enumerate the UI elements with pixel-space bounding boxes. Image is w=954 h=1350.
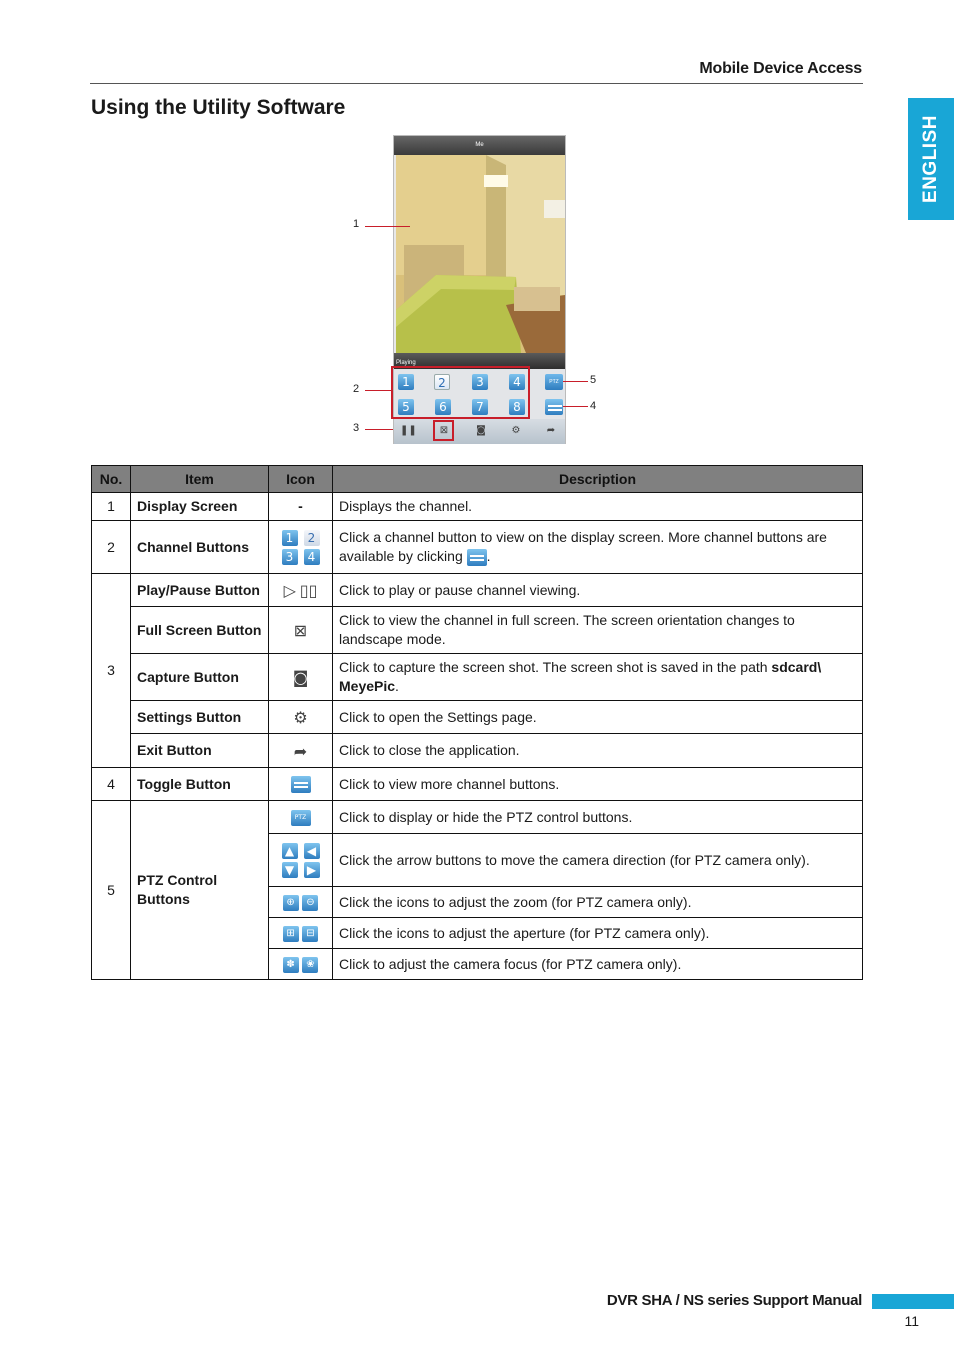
page-heading: Using the Utility Software <box>91 96 346 119</box>
aperture-close-icon: ⊟ <box>302 926 318 942</box>
row-icon: - <box>269 493 333 521</box>
table-row <box>92 493 863 521</box>
channel-button-4[interactable]: 4 <box>509 374 525 390</box>
callout-line-5 <box>563 381 588 382</box>
display-screen <box>396 155 565 353</box>
items-table <box>91 465 863 980</box>
callout-5: 5 <box>590 374 597 386</box>
row-item: Exit Button <box>131 734 269 768</box>
row-desc: Click the arrow buttons to move the camera direction (for PTZ camera only). <box>333 834 863 887</box>
row-icon <box>269 701 333 734</box>
row-no: 1 <box>92 493 131 521</box>
channel-button-6[interactable]: 6 <box>435 399 451 415</box>
camera-icon: ◙ <box>292 667 309 687</box>
pause-icon: ▯▯ <box>299 580 318 600</box>
row-desc: Click to adjust the camera focus (for PTZ camera only). <box>333 949 863 980</box>
channel-button-5[interactable]: 5 <box>398 399 414 415</box>
col-description: Description <box>333 466 863 493</box>
row-icon <box>269 801 333 834</box>
row-icon <box>269 654 333 701</box>
row-no: 5 <box>92 801 131 980</box>
row-desc: Click to open the Settings page. <box>333 701 863 734</box>
toggle-icon <box>467 549 487 566</box>
language-label: ENGLISH <box>920 115 941 203</box>
table-row <box>92 574 863 607</box>
channel-button-3[interactable]: 3 <box>472 374 488 390</box>
fullscreen-icon: ⊠ <box>293 620 308 640</box>
language-tab <box>908 98 954 220</box>
col-item: Item <box>131 466 269 493</box>
zoom-icons <box>269 887 333 918</box>
arrow-right-icon: ▶ <box>304 862 320 878</box>
toolbar-highlight-box <box>433 420 454 441</box>
channel-icon-2: 2 <box>304 530 320 546</box>
zoom-out-icon: ⊖ <box>302 895 318 911</box>
channel-highlight-box <box>391 366 530 419</box>
arrow-icons <box>269 834 333 887</box>
row-desc: Click the icons to adjust the aperture (for PTZ camera only). <box>333 918 863 949</box>
play-icon: ▷ <box>283 580 296 600</box>
room-image <box>396 155 565 353</box>
callout-2: 2 <box>353 383 360 395</box>
ptz-button[interactable]: PTZ <box>545 374 563 390</box>
footer-manual-title: DVR SHA / NS series Support Manual <box>606 1292 862 1309</box>
arrow-down-icon: ▼ <box>282 862 298 878</box>
col-icon: Icon <box>269 466 333 493</box>
row-icon <box>269 607 333 654</box>
toggle-button[interactable] <box>545 399 563 415</box>
arrow-left-icon: ◀ <box>304 843 320 859</box>
table-row <box>92 701 863 734</box>
row-item: PTZ Control Buttons <box>131 801 269 980</box>
row-desc: Click to display or hide the PTZ control buttons. <box>333 801 863 834</box>
footer-accent-bar <box>872 1294 954 1309</box>
play-pause-icons <box>269 574 333 607</box>
fullscreen-icon[interactable]: ⊠ <box>439 425 449 436</box>
settings-icon: ⚙ <box>293 707 308 727</box>
row-icon <box>269 768 333 801</box>
row-desc: Click to play or pause channel viewing. <box>333 574 863 607</box>
app-titlebar: Me <box>394 136 565 155</box>
toggle-icon <box>291 776 311 793</box>
channel-button-1[interactable]: 1 <box>398 374 414 390</box>
focus-far-icon: ❀ <box>302 957 318 973</box>
row-no: 2 <box>92 521 131 574</box>
pause-icon[interactable]: ❚❚ <box>400 425 417 436</box>
page-number: 11 <box>904 1313 919 1329</box>
callout-1: 1 <box>353 218 360 230</box>
table-row <box>92 521 863 574</box>
row-item: Settings Button <box>131 701 269 734</box>
channel-button-8[interactable]: 8 <box>509 399 525 415</box>
zoom-in-icon: ⊕ <box>283 895 299 911</box>
row-desc: Click a channel button to view on the display screen. More channel buttons are available by clicking . <box>333 521 863 574</box>
channel-icon-4: 4 <box>304 549 320 565</box>
table-row <box>92 734 863 768</box>
row-item: Full Screen Button <box>131 607 269 654</box>
row-item: Channel Buttons <box>131 521 269 574</box>
row-desc: Click to close the application. <box>333 734 863 768</box>
table-row <box>92 768 863 801</box>
row-no: 3 <box>92 574 131 768</box>
row-desc: Click the icons to adjust the zoom (for PTZ camera only). <box>333 887 863 918</box>
row-no: 4 <box>92 768 131 801</box>
camera-icon[interactable]: ◙ <box>476 425 486 436</box>
row-item: Play/Pause Button <box>131 574 269 607</box>
bottom-toolbar <box>394 419 565 444</box>
settings-icon[interactable]: ⚙ <box>511 425 521 436</box>
callout-line-1 <box>365 226 410 227</box>
table-header-row <box>92 466 863 493</box>
exit-icon: ➦ <box>293 741 308 761</box>
row-item: Capture Button <box>131 654 269 701</box>
status-bar: Playing <box>394 353 565 369</box>
channel-icon-3: 3 <box>282 549 298 565</box>
ptz-icon: PTZ <box>291 810 311 826</box>
callout-line-4 <box>563 406 588 407</box>
channel-icon-1: 1 <box>282 530 298 546</box>
row-icon <box>269 734 333 768</box>
row-item: Display Screen <box>131 493 269 521</box>
row-desc: Click to view more channel buttons. <box>333 768 863 801</box>
callout-line-3 <box>365 429 393 430</box>
aperture-icons <box>269 918 333 949</box>
table-row <box>92 801 863 834</box>
col-no: No. <box>92 466 131 493</box>
row-item: Toggle Button <box>131 768 269 801</box>
focus-icons <box>269 949 333 980</box>
channel-button-7[interactable]: 7 <box>472 399 488 415</box>
channel-button-2[interactable]: 2 <box>434 374 450 390</box>
exit-icon[interactable]: ➦ <box>546 425 556 436</box>
row-desc: Displays the channel. <box>333 493 863 521</box>
section-title: Mobile Device Access <box>699 60 862 77</box>
header-rule <box>90 83 863 84</box>
callout-4: 4 <box>590 400 597 412</box>
callout-line-2 <box>365 390 392 391</box>
callout-3: 3 <box>353 422 360 434</box>
row-desc: Click to view the channel in full screen. The screen orientation changes to landscape mode. <box>333 607 863 654</box>
aperture-open-icon: ⊞ <box>283 926 299 942</box>
channel-buttons-icon <box>269 521 333 574</box>
row-desc: Click to capture the screen shot. The screen shot is saved in the path sdcard\ MeyePic. <box>333 654 863 701</box>
table-row <box>92 607 863 654</box>
arrow-up-icon: ▲ <box>282 843 298 859</box>
table-row <box>92 654 863 701</box>
focus-near-icon: ✽ <box>283 957 299 973</box>
